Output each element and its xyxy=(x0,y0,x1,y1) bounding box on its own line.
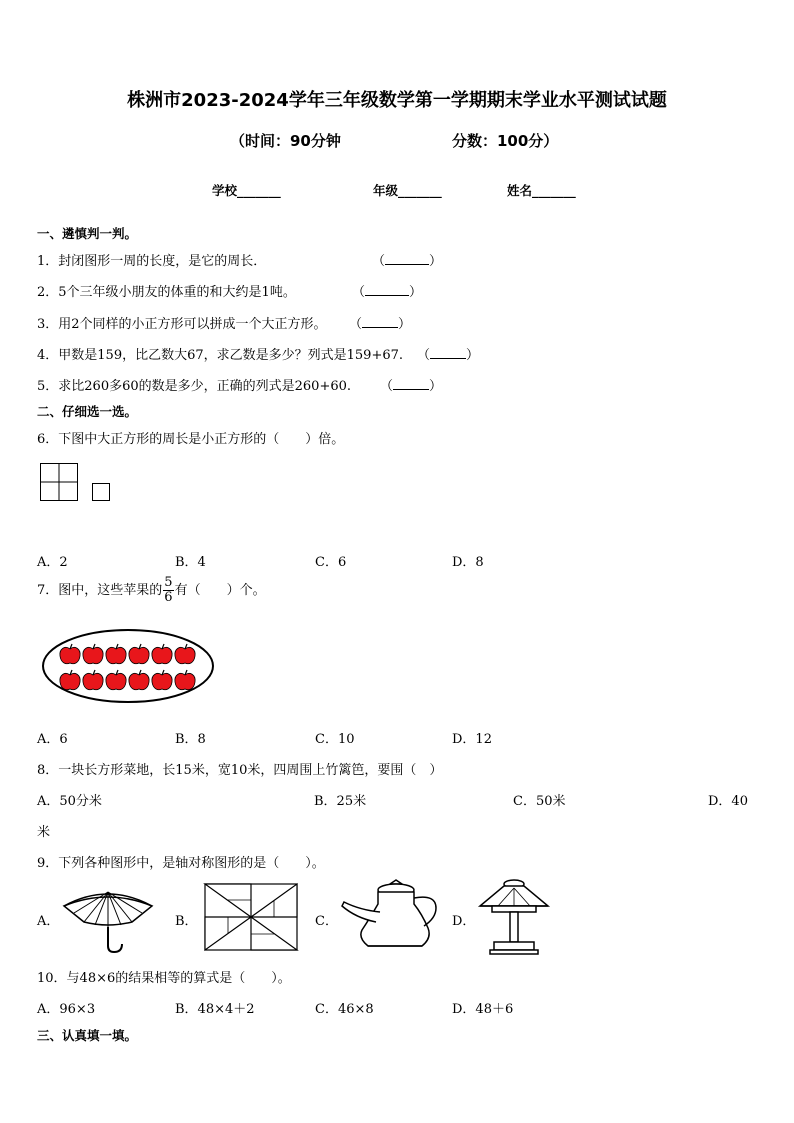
section-2-heading: 二、仔细选一选。 xyxy=(37,404,138,419)
paren-right: ） xyxy=(429,254,443,269)
question-text: 封闭图形一周的长度，是它的周长． xyxy=(58,254,267,269)
question-3 xyxy=(37,313,327,332)
question-7 xyxy=(37,576,266,605)
option-b[interactable]: B．8 xyxy=(175,732,206,747)
question-4 xyxy=(37,344,403,363)
option-a[interactable]: A．96×3 xyxy=(37,1002,96,1017)
question-10: 10．与48×6的结果相等的算式是（ ）。 xyxy=(37,971,291,986)
apple-oval xyxy=(43,630,213,702)
question-text: 甲数是159，比乙数大67，求乙数是多少？列式是159+67. xyxy=(58,348,404,363)
teapot-icon xyxy=(340,878,440,956)
blank-line xyxy=(385,252,429,265)
option-b[interactable]: B．4 xyxy=(175,555,206,570)
option-c[interactable]: C．46×8 xyxy=(315,1002,374,1017)
paren-left: （ xyxy=(380,379,394,394)
question-text: 求比260多60的数是多少，正确的列式是260+60. xyxy=(58,379,352,394)
apple-icon xyxy=(83,670,103,690)
paren-left: （ xyxy=(372,254,386,269)
option-c[interactable]: C．10 xyxy=(315,732,355,747)
apples-figure xyxy=(42,628,218,704)
answer-blank-1[interactable] xyxy=(372,250,442,269)
answer-blank-4[interactable] xyxy=(417,344,479,363)
paren-right: ） xyxy=(466,348,480,363)
question-2 xyxy=(37,281,296,300)
apple-icon xyxy=(175,670,195,690)
question-number: 5． xyxy=(37,379,59,394)
large-square xyxy=(41,464,78,501)
fraction-denominator: 6 xyxy=(164,590,173,605)
paren-right: ） xyxy=(409,285,423,300)
page-title: 株洲市2023-2024学年三年级数学第一学期期末学业水平测试试题 xyxy=(127,90,667,111)
answer-blank-2[interactable] xyxy=(352,281,422,300)
option-a[interactable]: A． xyxy=(37,914,60,929)
apple-icon xyxy=(152,644,172,664)
name-field: 姓名_______ xyxy=(507,183,576,198)
exam-time: （时间：90分钟 xyxy=(230,132,341,150)
option-b[interactable]: B． xyxy=(175,914,198,929)
question-number: 4． xyxy=(37,348,59,363)
apple-icon xyxy=(60,644,80,664)
small-square xyxy=(93,484,110,501)
option-d[interactable]: D．12 xyxy=(452,732,492,747)
fraction-numerator: 5 xyxy=(164,575,173,590)
paren-right: ） xyxy=(398,317,412,332)
section-1-heading: 一、遴慎判一判。 xyxy=(37,226,138,241)
apple-icon xyxy=(175,644,195,664)
question-number: 1． xyxy=(37,254,59,269)
apple-icon xyxy=(60,670,80,690)
option-d[interactable]: D．48＋6 xyxy=(452,1002,514,1017)
option-d[interactable]: D．8 xyxy=(452,555,484,570)
apple-icon xyxy=(129,644,149,664)
option-c[interactable]: C． xyxy=(315,914,338,929)
apple-icon xyxy=(83,644,103,664)
blank-line xyxy=(393,377,429,390)
question-9: 9．下列各种图形中，是轴对称图形的是（ ）。 xyxy=(37,856,325,871)
umbrella-icon xyxy=(62,882,154,954)
pinwheel-icon xyxy=(203,882,299,954)
option-d-wrap: 米 xyxy=(37,825,51,840)
option-a[interactable]: A．50分米 xyxy=(37,794,102,809)
question-1 xyxy=(37,250,266,269)
question-text: 5个三年级小朋友的体重的和大约是1吨。 xyxy=(58,285,296,300)
option-d[interactable]: D．40 xyxy=(708,794,748,809)
grade-field: 年级_______ xyxy=(373,183,442,198)
paren-left: （ xyxy=(417,348,431,363)
answer-blank-5[interactable] xyxy=(380,375,442,394)
apple-icon xyxy=(152,670,172,690)
paren-left: （ xyxy=(352,285,366,300)
blank-line xyxy=(362,315,398,328)
option-d[interactable]: D． xyxy=(452,914,476,929)
section-3-heading: 三、认真填一填。 xyxy=(37,1028,138,1043)
answer-blank-3[interactable] xyxy=(349,313,411,332)
exam-score: 分数：100分） xyxy=(452,132,559,150)
question-text-pre: 7．图中，这些苹果的 xyxy=(37,583,163,598)
apple-icon xyxy=(106,670,126,690)
blank-line xyxy=(430,346,466,359)
option-c[interactable]: C．50米 xyxy=(513,794,566,809)
fraction xyxy=(163,576,173,605)
squares-figure xyxy=(40,463,120,503)
school-field: 学校_______ xyxy=(212,183,281,198)
question-8: 8．一块长方形菜地，长15米，宽10米，四周围上竹篱笆，要围（ ） xyxy=(37,763,443,778)
question-number: 2． xyxy=(37,285,59,300)
paren-right: ） xyxy=(429,379,443,394)
lamp-icon xyxy=(478,878,550,958)
blank-line xyxy=(365,283,409,296)
option-a[interactable]: A．6 xyxy=(37,732,68,747)
apple-icon xyxy=(106,644,126,664)
option-c[interactable]: C．6 xyxy=(315,555,347,570)
question-text-post: 有（ ）个。 xyxy=(174,583,266,598)
apple-icon xyxy=(129,670,149,690)
question-5 xyxy=(37,375,351,394)
question-text: 用2个同样的小正方形可以拼成一个大正方形。 xyxy=(58,317,327,332)
option-a[interactable]: A．2 xyxy=(37,555,68,570)
question-number: 3． xyxy=(37,317,59,332)
option-b[interactable]: B．48×4＋2 xyxy=(175,1002,255,1017)
paren-left: （ xyxy=(349,317,363,332)
question-6: 6．下图中大正方形的周长是小正方形的（ ）倍。 xyxy=(37,432,345,447)
option-b[interactable]: B．25米 xyxy=(314,794,367,809)
